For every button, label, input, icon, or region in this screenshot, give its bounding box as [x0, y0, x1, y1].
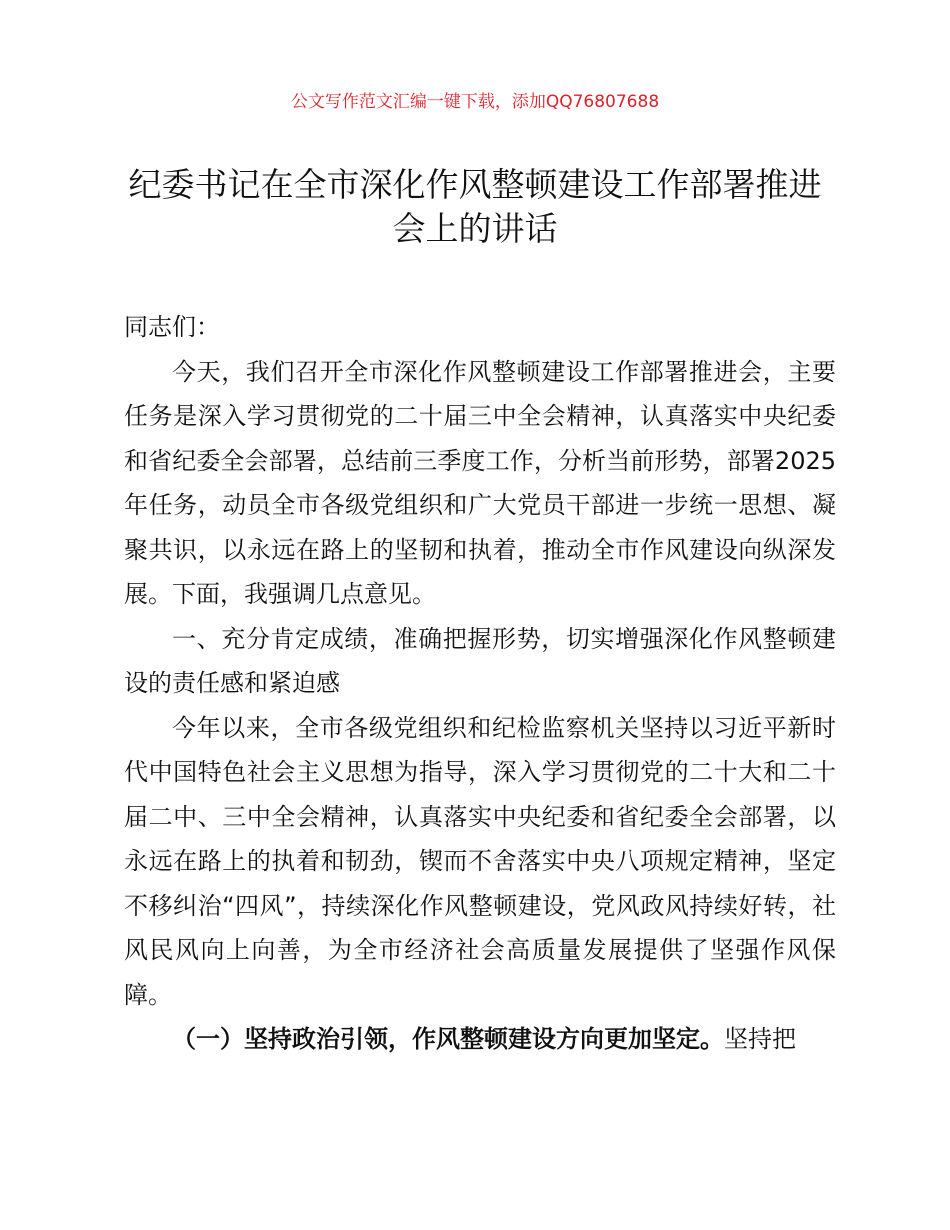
subsection-heading: （一）坚持政治引领，作风整顿建设方向更加坚定。	[172, 1025, 724, 1053]
subsection-paragraph	[124, 1017, 836, 1062]
subsection-text: 坚持把	[724, 1025, 796, 1053]
document-title: 纪委书记在全市深化作风整顿建设工作部署推进会上的讲话	[128, 165, 822, 248]
paragraph-achievements: 今年以来，全市各级党组织和纪检监察机关坚持以习近平新时代中国特色社会主义思想为指导，深入学习贯彻党的二十大和二十届二中、三中全会精神，认真落实中央纪委和省纪委全会部署，以永远在路上的执着和韧劲，锲而不舍落实中央八项规定精神，坚定不移纠治“四风”，持续深化作风整顿建设，党风政风持续好转，社风民风向上向善，为全市经济社会高质量发展提供了坚强作风保障。	[124, 713, 836, 1009]
paragraph-intro: 今天，我们召开全市深化作风整顿建设工作部署推进会，主要任务是深入学习贯彻党的二十届三中全会精神，认真落实中央纪委和省纪委全会部署，总结前三季度工作，分析当前形势，部署2025年任务，动员全市各级党组织和广大党员干部进一步统一思想、凝聚共识，以永远在路上的坚韧和执着，推动全市作风建设向纵深发展。下面，我强调几点意见。	[124, 357, 836, 608]
document-body	[124, 305, 836, 1062]
download-watermark: 公文写作范文汇编一键下载，添加QQ76807688	[290, 92, 660, 112]
section-heading-1: 一、充分肯定成绩，准确把握形势，切实增强深化作风整顿建设的责任感和紧迫感	[124, 624, 836, 697]
salutation: 同志们：	[124, 313, 220, 341]
